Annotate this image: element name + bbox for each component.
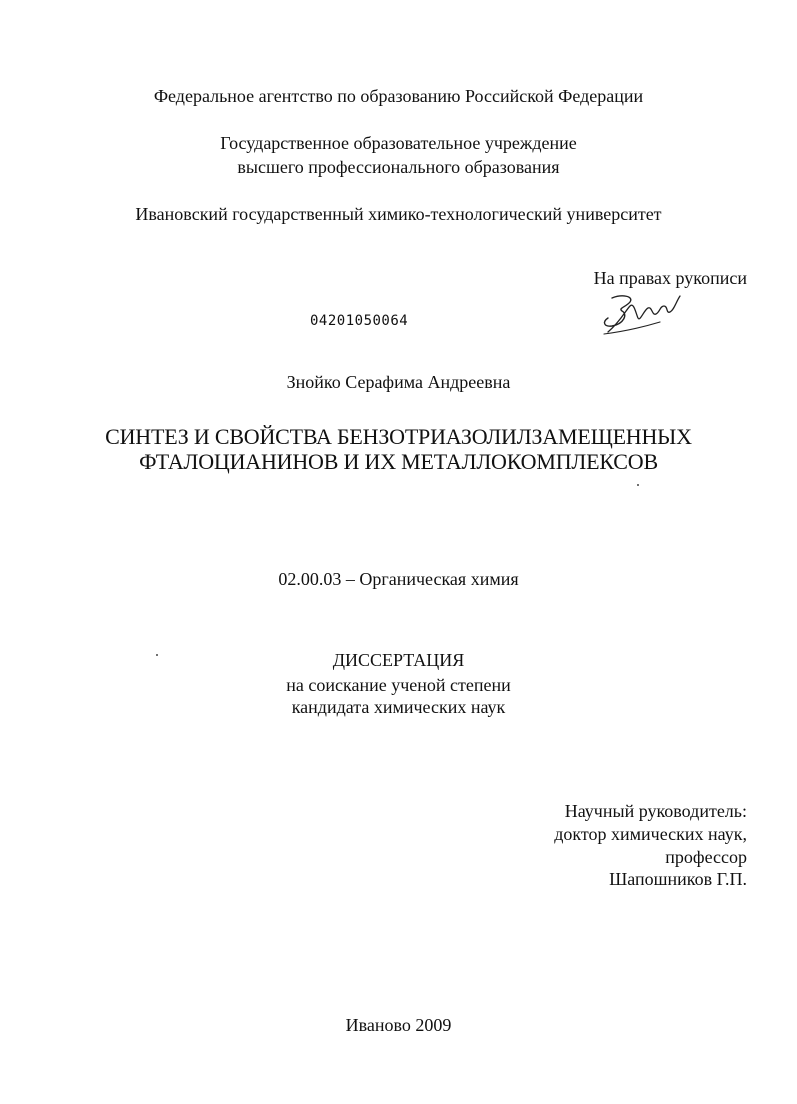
- university-line: Ивановский государственный химико-технологический университет: [135, 204, 662, 224]
- specialty-line: 02.00.03 – Органическая химия: [278, 569, 519, 589]
- agency-line: Федеральное агентство по образованию Российской Федерации: [153, 86, 644, 106]
- manuscript-note: На правах рукописи: [593, 268, 747, 288]
- supervisor-degree: доктор химических наук,: [554, 824, 747, 844]
- dissertation-line-2: кандидата химических наук: [291, 697, 506, 717]
- institution-line-2: высшего профессионального образования: [237, 157, 560, 177]
- city-year: Иваново 2009: [345, 1015, 452, 1035]
- registration-number: 04201050064: [310, 313, 409, 329]
- supervisor-rank: профессор: [665, 847, 747, 867]
- handwritten-signature: [600, 292, 686, 338]
- author-name: Знойко Серафима Андреевна: [286, 372, 511, 392]
- supervisor-label: Научный руководитель:: [564, 801, 747, 821]
- title-line-2: ФТАЛОЦИАНИНОВ И ИХ МЕТАЛЛОКОМПЛЕКСОВ: [139, 449, 658, 474]
- dissertation-line-1: на соискание ученой степени: [286, 675, 511, 695]
- supervisor-name: Шапошников Г.П.: [609, 869, 747, 889]
- institution-line-1: Государственное образовательное учреждение: [220, 133, 577, 153]
- dissertation-heading: ДИССЕРТАЦИЯ: [332, 650, 465, 670]
- scan-speck: [637, 484, 639, 486]
- title-line-1: СИНТЕЗ И СВОЙСТВА БЕНЗОТРИАЗОЛИЛЗАМЕЩЕННЫХ: [105, 424, 692, 449]
